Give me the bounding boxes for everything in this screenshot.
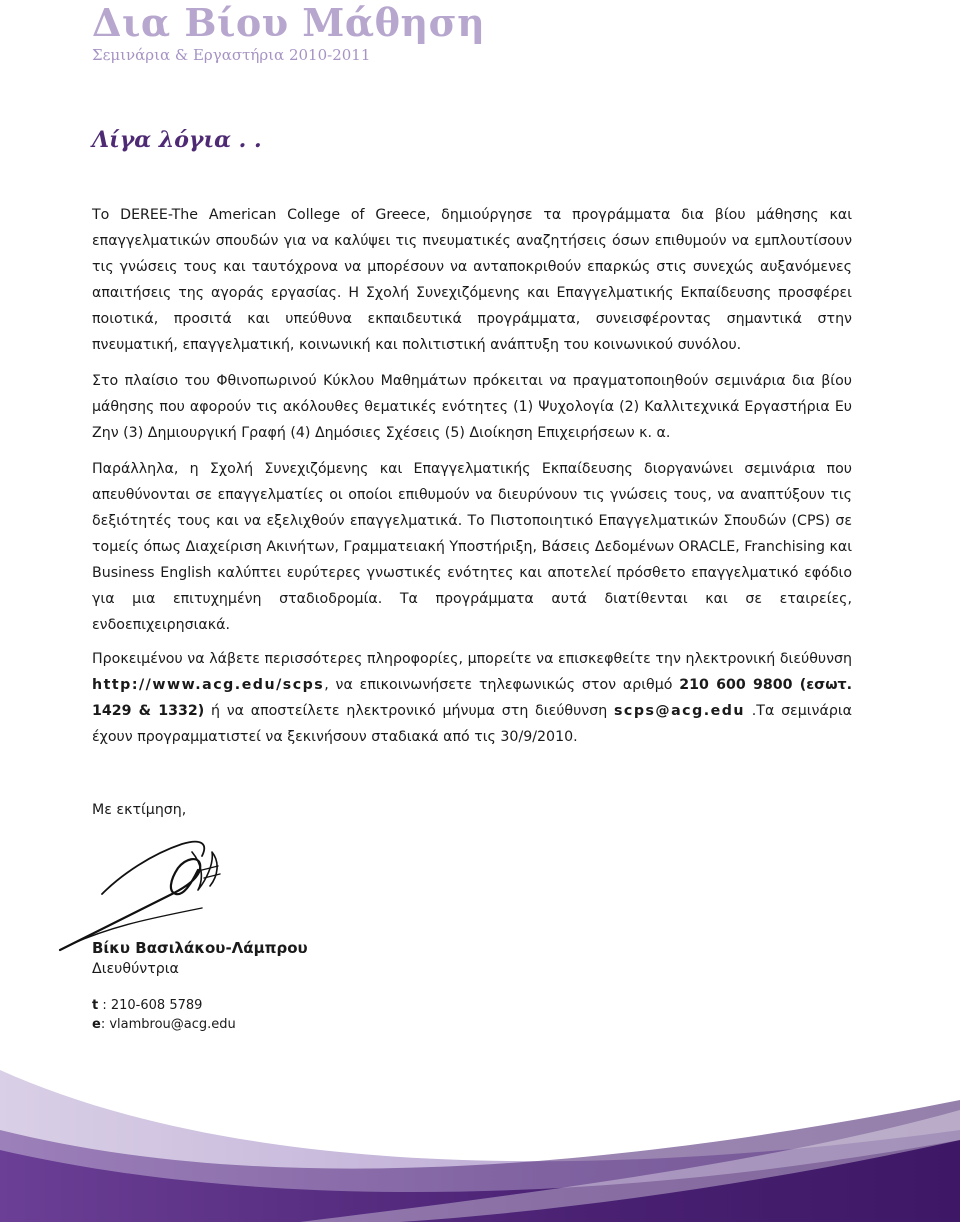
closing-salutation: Με εκτίμηση,: [92, 802, 187, 818]
page-subtitle: Σεμινάρια & Εργαστήρια 2010-2011: [92, 46, 371, 64]
phone-value: : 210-608 5789: [98, 998, 203, 1013]
signer-name: Βίκυ Βασιλάκου-Λάμπρου: [92, 939, 308, 957]
paragraph-intro: Το DEREE-The American College of Greece, δημιούργησε τα προγράμματα δια βίου μάθησης και επαγγελματικών σπουδών για να καλύψει τις πνευματικές αναζητήσεις όσων επιθυμούν να εμπλουτίσουν τις γνώσεις τους και ταυτόχρονα να μπορέσουν να ανταποκριθούν επαρκώς στις συνεχώς αυξανόμενες απαιτήσεις της αγοράς εργασίας. Η Σχολή Συνεχιζόμενης και Επαγγελματικής Εκπαίδευσης προσφέρει ποιοτικά, προσιτά και υπεύθυνα εκπαιδευτικά προγράμματα, συνεισφέροντας σημαντικά στην πνευματική, επαγγελματική, κοινωνική και πολιτιστική ανάπτυξη του κοινωνικού συνόλου.: [92, 207, 852, 353]
phone-label: t: [92, 998, 99, 1013]
contact-block: [92, 996, 236, 1034]
paragraph-topics: Στο πλαίσιο του Φθινοπωρινού Κύκλου Μαθημάτων πρόκειται να πραγματοποιηθούν σεμινάρια δια βίου μάθησης που αφορούν τις ακόλουθες θεματικές ενότητες (1) Ψυχολογία (2) Καλλιτεχνικά Εργαστήρια Ευ Ζην (3) Δημιουργική Γραφή (4) Δημόσιες Σχέσεις (5) Διοίκηση Επιχειρήσεων κ. α.: [92, 373, 852, 441]
page-title: Δια Βίου Μάθηση: [92, 0, 486, 45]
footer-swoosh-decoration: [0, 1040, 960, 1222]
contact-phone: [92, 996, 236, 1015]
email-link[interactable]: scps@acg.edu: [613, 703, 746, 719]
letter-body: [92, 202, 852, 758]
email-value[interactable]: : vlambrou@acg.edu: [100, 1017, 236, 1032]
signer-role: Διευθύντρια: [92, 961, 179, 977]
paragraph-contact-info: [92, 646, 852, 750]
signature-image: [52, 834, 312, 954]
section-heading: Λίγα λόγια . .: [92, 127, 262, 153]
contact-intro-text: Προκειμένου να λάβετε περισσότερες πληροφορίες, μπορείτε να επισκεφθείτε την ηλεκτρονική διεύθυνση: [92, 651, 852, 667]
contact-email: [92, 1015, 236, 1034]
contact-mid-text: , να επικοινωνήσετε τηλεφωνικώς στον αριθμό: [324, 677, 680, 693]
contact-end-text: .Τα σεμινάρια έχουν προγραμματιστεί να ξεκινήσουν σταδιακά από τις 30/9/2010.: [92, 703, 852, 745]
email-label: e: [92, 1017, 101, 1032]
contact-mid2-text: ή να αποστείλετε ηλεκτρονικό μήνυμα στη διεύθυνση: [204, 703, 614, 719]
phone-number: 210 600 9800 (εσωτ. 1429 & 1332): [92, 677, 852, 719]
website-link[interactable]: http://www.acg.edu/scps: [92, 677, 325, 693]
paragraph-professional: Παράλληλα, η Σχολή Συνεχιζόμενης και Επαγγελματικής Εκπαίδευσης διοργανώνει σεμινάρια που απευθύνονται σε επαγγελματίες οι οποίοι επιθυμούν να διευρύνουν τις γνώσεις τους, να αναπτύξουν τις δεξιότητές τους και να εξελιχθούν επαγγελματικά. Το Πιστοποιητικό Επαγγελματικών Σπουδών (CPS) σε τομείς όπως Διαχείριση Ακινήτων, Γραμματειακή Υποστήριξη, Βάσεις Δεδομένων ORACLE, Franchising και Business English καλύπτει ευρύτερες γνωστικές ενότητες και αποτελεί πρόσθετο επαγγελματικό εφόδιο για μια επιτυχημένη σταδιοδρομία. Τα προγράμματα αυτά διατίθενται και σε εταιρείες, ενδοεπιχειρησιακά.: [92, 461, 852, 633]
